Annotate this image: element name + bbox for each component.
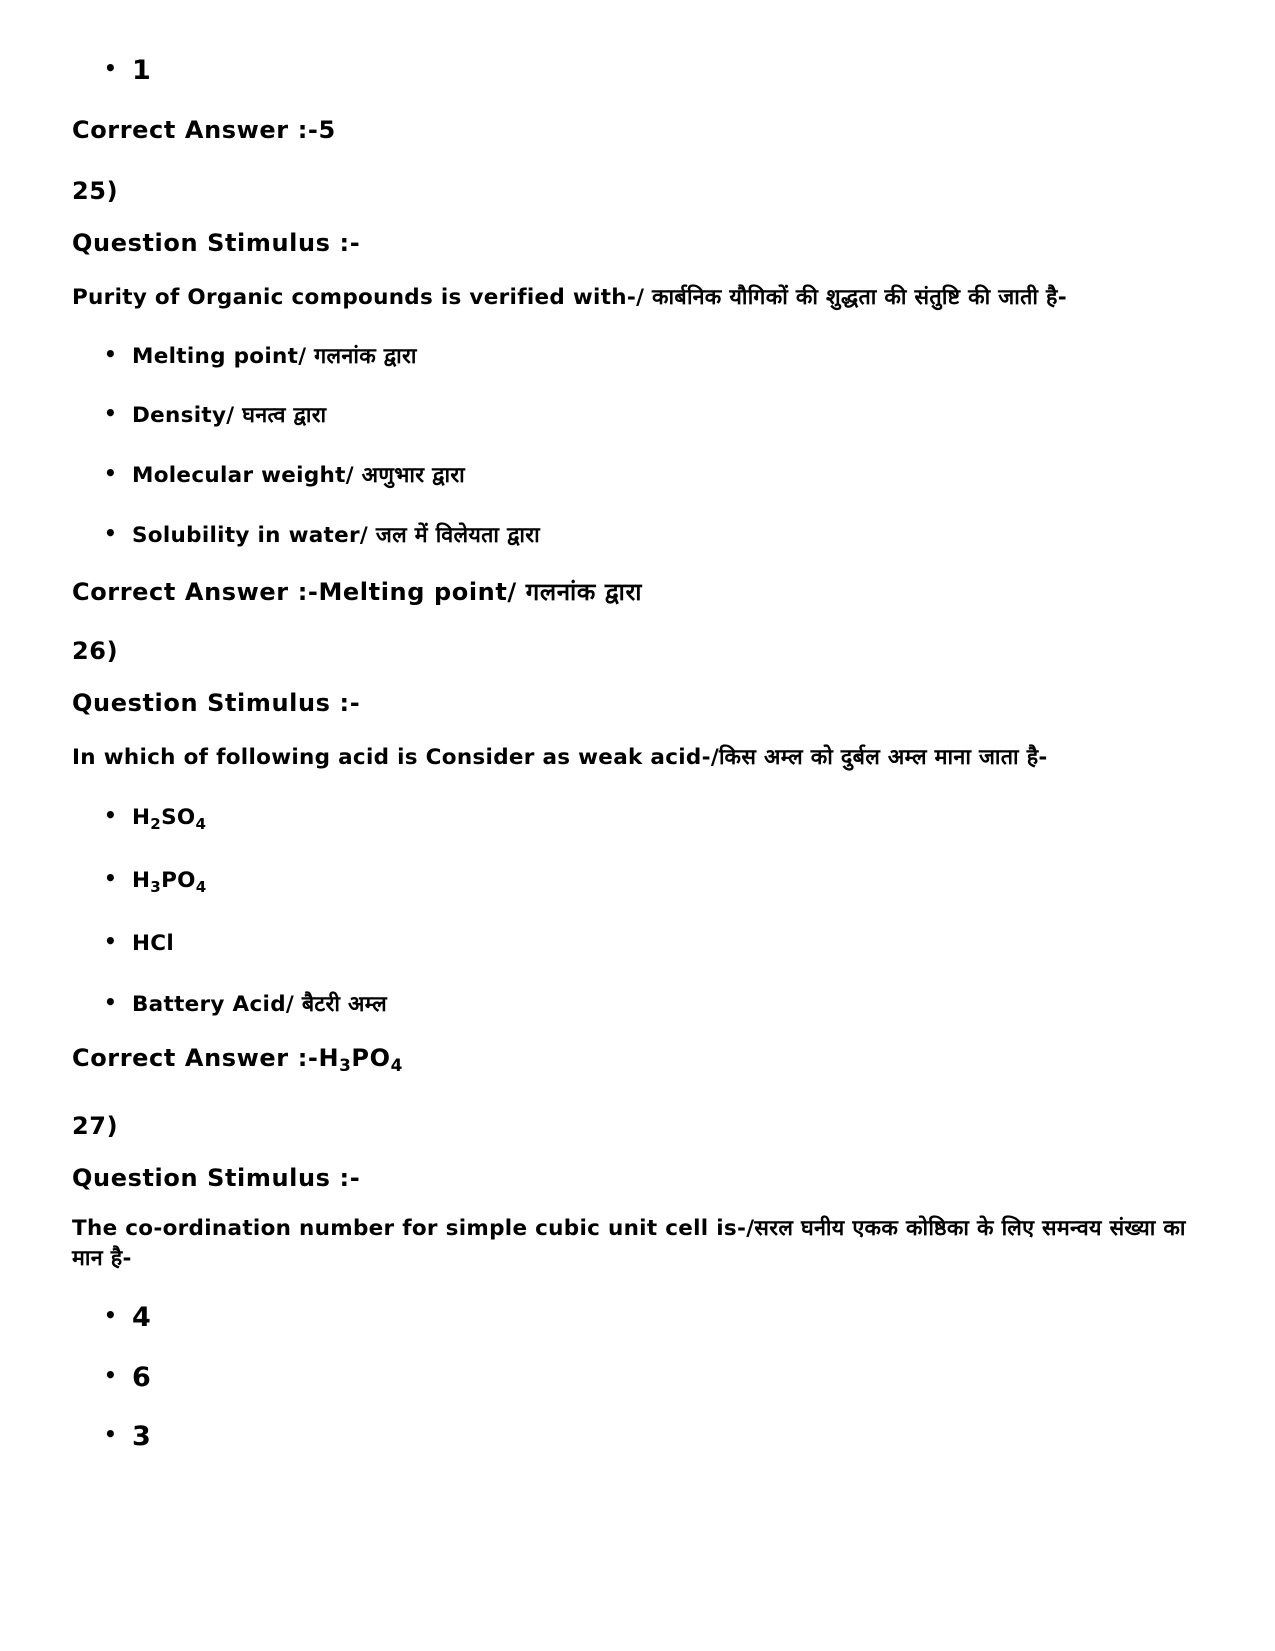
bullet-icon: • — [104, 401, 118, 425]
bullet-icon: • — [104, 803, 118, 827]
option-item — [104, 803, 207, 833]
bullet-icon: • — [104, 521, 118, 545]
option-item — [104, 341, 417, 370]
option-text: Battery Acid/ बैटरी अम्ल — [132, 992, 387, 1017]
bullet-icon: • — [104, 56, 118, 80]
option-item — [104, 1421, 151, 1452]
option-text: $H_3PO_4$ — [132, 868, 207, 896]
question-stimulus-label: Question Stimulus :- — [72, 1164, 361, 1192]
question-stimulus-text: The co-ordination number for simple cubic unit cell is-/सरल घनीय एकक कोष्ठिका के लिए समन्वय संख्या का मान है- — [72, 1216, 1186, 1271]
option-item — [104, 55, 151, 86]
option-text: 1 — [132, 55, 152, 86]
bullet-icon: • — [104, 866, 118, 890]
bullet-icon: • — [104, 461, 118, 485]
question-stimulus-label: Question Stimulus :- — [72, 689, 361, 717]
question-number: 25) — [72, 177, 119, 205]
option-text: Melting point/ गलनांक द्वारा — [132, 344, 417, 369]
option-item — [104, 929, 174, 956]
bullet-icon: • — [104, 1422, 118, 1446]
option-item — [104, 520, 540, 549]
option-text: $H_2SO_4$ — [132, 805, 207, 833]
option-item — [104, 866, 207, 896]
option-text: Density/ घनत्व द्वारा — [132, 403, 327, 428]
option-text: 3 — [132, 1421, 152, 1452]
bullet-icon: • — [104, 342, 118, 366]
option-item — [104, 1362, 151, 1393]
question-number: 27) — [72, 1112, 119, 1140]
question-stimulus-label: Question Stimulus :- — [72, 229, 361, 257]
option-text: 6 — [132, 1362, 152, 1393]
question-stimulus-text: Purity of Organic compounds is verified with-/ कार्बनिक यौगिकों की शुद्धता की संतुष्टि की जाती है- — [72, 285, 1067, 310]
correct-answer: Correct Answer :-5 — [72, 116, 336, 144]
question-stimulus-text: In which of following acid is Consider as weak acid-/किस अम्ल को दुर्बल अम्ल माना जाता है- — [72, 745, 1048, 770]
question-number: 26) — [72, 637, 119, 665]
option-item — [104, 400, 326, 429]
bullet-icon: • — [104, 1303, 118, 1327]
correct-answer: Correct Answer $:-H_3PO_4$ — [72, 1044, 403, 1075]
option-text: Solubility in water/ जल में विलेयता द्वारा — [132, 523, 540, 548]
option-text: 4 — [132, 1302, 152, 1333]
bullet-icon: • — [104, 929, 118, 953]
correct-answer: Correct Answer :-Melting point/ गलनांक द्वारा — [72, 578, 643, 606]
option-text: Molecular weight/ अणुभार द्वारा — [132, 463, 465, 488]
option-item — [104, 460, 465, 489]
option-item — [104, 1302, 151, 1333]
option-item — [104, 989, 387, 1018]
bullet-icon: • — [104, 990, 118, 1014]
option-text: HCl — [132, 931, 175, 956]
bullet-icon: • — [104, 1363, 118, 1387]
